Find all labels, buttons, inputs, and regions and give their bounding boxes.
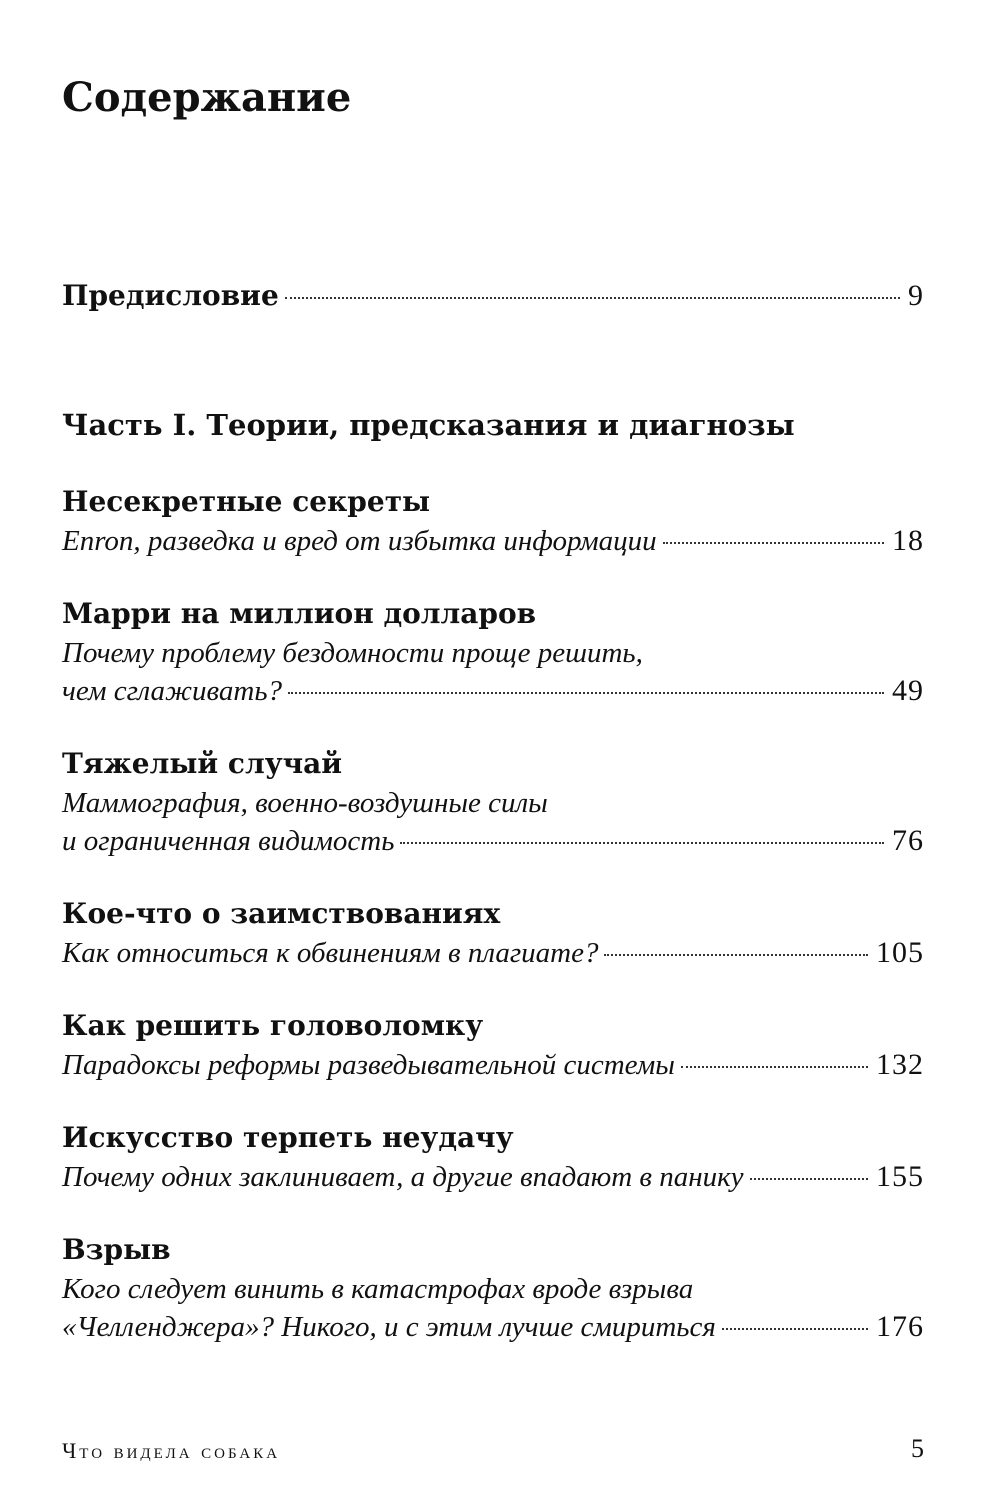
- toc-entry-chapter[interactable]: [62, 822, 924, 860]
- toc-entry-chapter[interactable]: [62, 672, 924, 710]
- toc-page-number: 105: [876, 936, 924, 969]
- chapter-title[interactable]: Искусство терпеть неудачу: [62, 1121, 514, 1154]
- footer-book-title-text: Что видела собака: [62, 1438, 281, 1463]
- dot-leader: [722, 1328, 868, 1330]
- dot-leader: [663, 542, 884, 544]
- dot-leader: [400, 842, 884, 844]
- chapter-subtitle: Почему одних заклинивает, а другие впадают в панику: [62, 1161, 744, 1193]
- folio-page-number: 5: [911, 1434, 924, 1463]
- dot-leader: [285, 297, 900, 299]
- dot-leader: [288, 692, 884, 694]
- chapter-title[interactable]: Марри на миллион долларов: [62, 597, 537, 630]
- chapter-subtitle: Как относиться к обвинениям в плагиате?: [62, 937, 599, 969]
- chapter-subtitle: Enron, разведка и вред от избытка информации: [62, 525, 657, 557]
- running-footer-book-title: [62, 1436, 280, 1466]
- toc-page-number: 76: [892, 824, 924, 857]
- page-title: Содержание: [62, 74, 352, 121]
- chapter-subtitle: чем сглаживать?: [62, 675, 283, 707]
- chapter-subtitle: Парадоксы реформы разведывательной системы: [62, 1049, 675, 1081]
- dot-leader: [681, 1066, 868, 1068]
- toc-entry-label: Предисловие: [62, 279, 279, 312]
- chapter-subtitle: Маммография, военно-воздушные силы: [62, 787, 548, 819]
- chapter-title[interactable]: Тяжелый случай: [62, 747, 343, 780]
- toc-entry-chapter[interactable]: [62, 934, 924, 972]
- chapter-subtitle: «Челленджера»? Никого, и с этим лучше смириться: [62, 1311, 716, 1343]
- toc-entry-preface[interactable]: [62, 276, 924, 316]
- dot-leader: [604, 954, 868, 956]
- chapter-title[interactable]: Несекретные секреты: [62, 485, 431, 518]
- part-title: Часть I. Теории, предсказания и диагнозы: [62, 408, 795, 442]
- toc-page-number: 176: [876, 1310, 924, 1343]
- dot-leader: [750, 1178, 868, 1180]
- toc-entry-chapter[interactable]: [62, 1046, 924, 1084]
- toc-page-number: 132: [876, 1048, 924, 1081]
- toc-entry-chapter[interactable]: [62, 1158, 924, 1196]
- chapter-title[interactable]: Кое-что о заимствованиях: [62, 897, 501, 930]
- toc-page-number: 9: [908, 279, 924, 312]
- toc-entry-chapter[interactable]: [62, 522, 924, 560]
- toc-page-number: 18: [892, 524, 924, 557]
- chapter-subtitle: и ограниченная видимость: [62, 825, 395, 857]
- chapter-title[interactable]: Взрыв: [62, 1233, 171, 1266]
- chapter-subtitle: Почему проблему бездомности проще решить,: [62, 637, 643, 669]
- chapter-subtitle: Кого следует винить в катастрофах вроде взрыва: [62, 1273, 694, 1305]
- toc-entry-chapter[interactable]: [62, 1308, 924, 1346]
- toc-page-number: 49: [892, 674, 924, 707]
- toc-page-number: 155: [876, 1160, 924, 1193]
- chapter-title[interactable]: Как решить головоломку: [62, 1009, 484, 1042]
